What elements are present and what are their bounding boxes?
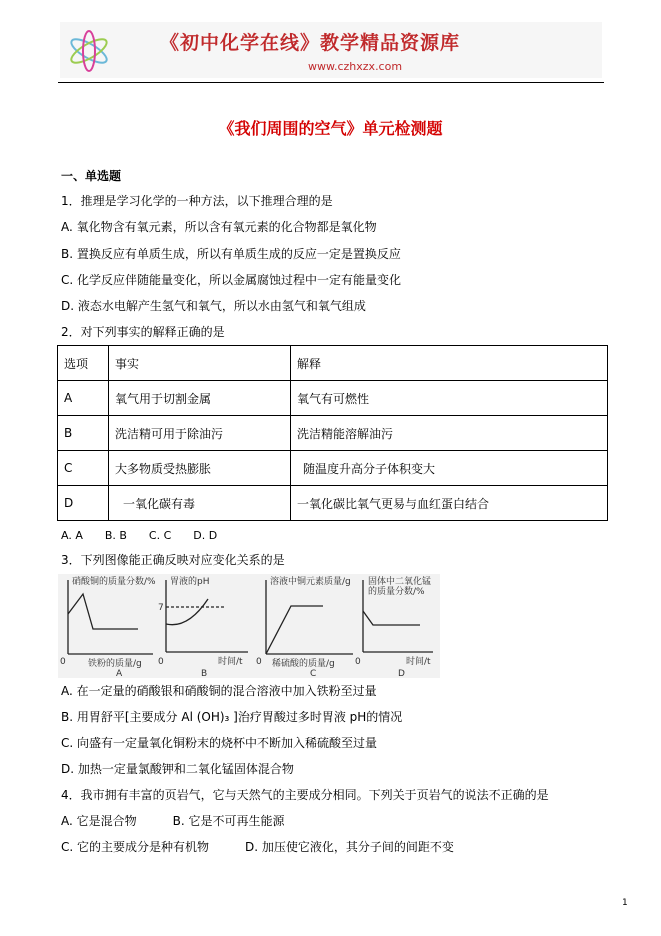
page-number: 1 <box>622 898 628 908</box>
cell: 随温度升高分子体积变大 <box>291 451 608 486</box>
header-cell: 事实 <box>109 346 291 381</box>
q3-graphs-figure <box>58 574 440 678</box>
fig-a-label: A <box>116 669 123 678</box>
atom-logo-icon <box>66 28 112 74</box>
question-4: 4．我市拥有丰富的页岩气，它与天然气的主要成分相同。下列关于页岩气的说法不正确的是 <box>61 788 549 802</box>
q4-options-ab: A. 它是混合物 B. 它是不可再生能源 <box>61 814 285 828</box>
table-row <box>58 451 608 486</box>
fig-c-xlabel: 稀硫酸的质量/g <box>272 659 335 669</box>
cell: C <box>58 451 109 486</box>
q1-option-a: A. 氧化物含有氧元素，所以含有氧元素的化合物都是氧化物 <box>61 220 377 234</box>
fig-d-xlabel: 时间/t <box>406 657 431 667</box>
cell: A <box>58 381 109 416</box>
cell: 一氧化碳有毒 <box>109 486 291 521</box>
q4-options-cd: C. 它的主要成分是种有机物 D. 加压使它液化，其分子间的间距不变 <box>61 840 454 854</box>
fig-c-label: C <box>310 669 317 678</box>
fig-a-xlabel: 铁粉的质量/g <box>88 659 142 669</box>
table-row <box>58 416 608 451</box>
cell: D <box>58 486 109 521</box>
q1-option-d: D. 液态水电解产生氢气和氧气，所以水由氢气和氧气组成 <box>61 299 366 313</box>
q1-option-c: C. 化学反应伴随能量变化，所以金属腐蚀过程中一定有能量变化 <box>61 273 402 287</box>
header-rule <box>58 82 604 83</box>
fig-d-ylabel: 固体中二氧化锰 <box>368 577 432 587</box>
q3-option-a: A. 在一定量的硝酸银和硝酸铜的混合溶液中加入铁粉至过量 <box>61 684 377 698</box>
fig-b-origin: 0 <box>158 657 164 667</box>
cell: B <box>58 416 109 451</box>
fig-a-origin: 0 <box>60 657 66 667</box>
q3-option-b: B. 用胃舒平[主要成分 Al (OH)₃ ]治疗胃酸过多时胃液 pH的情况 <box>61 710 403 724</box>
cell: 大多物质受热膨胀 <box>109 451 291 486</box>
question-1: 1．推理是学习化学的一种方法，以下推理合理的是 <box>61 194 333 208</box>
question-3: 3．下列图像能正确反映对应变化关系的是 <box>61 553 285 567</box>
q1-option-b: B. 置换反应有单质生成，所以有单质生成的反应一定是置换反应 <box>61 247 401 261</box>
fig-b-ylabel: 胃液的pH <box>170 577 210 587</box>
header-cell: 选项 <box>58 346 109 381</box>
cell: 洗洁精能溶解油污 <box>291 416 608 451</box>
table-header-row <box>58 346 608 381</box>
table-row <box>58 486 608 521</box>
fig-d-label: D <box>398 669 405 678</box>
q2-options: A. A B. B C. C D. D <box>61 529 218 542</box>
brand-url: www.czhxzx.com <box>308 60 403 73</box>
q3-option-c: C. 向盛有一定量氧化铜粉末的烧杯中不断加入稀硫酸至过量 <box>61 736 378 750</box>
cell: 氧气用于切割金属 <box>109 381 291 416</box>
page-title: 《我们周围的空气》单元检测题 <box>218 119 443 138</box>
brand-title: 《初中化学在线》教学精品资源库 <box>160 32 461 54</box>
facts-table <box>57 345 608 521</box>
fig-a-ylabel: 硝酸铜的质量分数/% <box>72 577 156 587</box>
fig-b-mark: 7 <box>158 603 164 613</box>
cell: 氧气有可燃性 <box>291 381 608 416</box>
fig-c-origin: 0 <box>256 657 262 667</box>
fig-d-ylabel-2: 的质量分数/% <box>368 587 425 597</box>
fig-c-ylabel: 溶液中铜元素质量/g <box>270 577 351 587</box>
cell: 洗洁精可用于除油污 <box>109 416 291 451</box>
fig-b-label: B <box>201 669 208 678</box>
cell: 一氧化碳比氧气更易与血红蛋白结合 <box>291 486 608 521</box>
question-2: 2．对下列事实的解释正确的是 <box>61 325 225 339</box>
table-row <box>58 381 608 416</box>
section-heading: 一、单选题 <box>61 169 122 183</box>
q3-option-d: D. 加热一定量氯酸钾和二氧化锰固体混合物 <box>61 762 294 776</box>
fig-b-xlabel: 时间/t <box>218 657 243 667</box>
header-cell: 解释 <box>291 346 608 381</box>
fig-d-origin: 0 <box>355 657 361 667</box>
